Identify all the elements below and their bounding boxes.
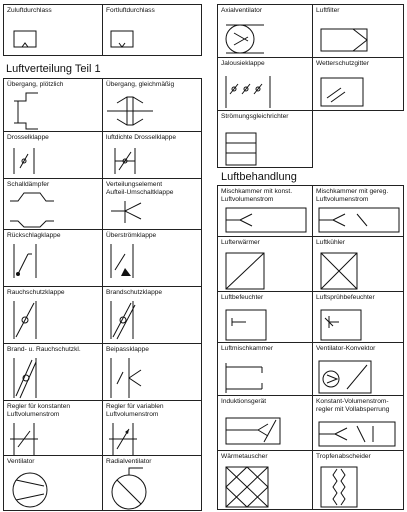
induktionsgeraet-symbol xyxy=(218,396,314,452)
beipassklappe-symbol xyxy=(103,344,203,402)
uebergang-ploetzlich-symbol xyxy=(4,79,104,133)
symbol-cell-lufterwaermer xyxy=(217,236,313,292)
luftdichte-drosselklappe-symbol xyxy=(103,132,203,180)
rueckschlagklappe-symbol xyxy=(4,230,104,288)
symbol-label: Beipassklappe xyxy=(106,346,149,353)
symbol-label: luftdichte Drosselklappe xyxy=(106,134,177,141)
symbol-cell-luftdichte-drosselklappe xyxy=(102,131,202,179)
symbol-cell-mischkammer-konst xyxy=(217,185,313,237)
symbol-label: Brandschutzklappe xyxy=(106,289,163,296)
zuluftdurchlass-symbol xyxy=(4,5,104,57)
lufterwaermer-symbol xyxy=(218,237,314,293)
symbol-label: Ventilator-Konvektor xyxy=(316,345,376,352)
symbol-label: Induktionsgerät xyxy=(221,398,267,405)
uebergang-gleichmaessig-symbol xyxy=(103,79,203,133)
symbol-label: Mischkammer mit konst. Luftvolumenstrom xyxy=(221,188,293,203)
symbol-cell-uebergang-ploetzlich xyxy=(3,78,103,132)
symbol-cell-ventilator xyxy=(3,455,103,511)
symbol-label: Luftmischkammer xyxy=(221,345,274,352)
symbol-label: Regler für variablen Luftvolumenstrom xyxy=(106,403,164,418)
symbol-label: Übergang, plötzlich xyxy=(7,81,64,88)
symbol-cell-brand-rauchschutzklappe xyxy=(3,343,103,401)
symbol-label: Jalousieklappe xyxy=(221,60,265,67)
konstant-volumenstromregler-symbol xyxy=(313,396,405,452)
symbol-label: Tropfenabscheider xyxy=(316,453,371,460)
heading-luftbehandlung: Luftbehandlung xyxy=(221,171,297,183)
symbol-label: Rückschlagklappe xyxy=(7,232,61,239)
symbol-label: Luftsprühbefeuchter xyxy=(316,294,375,301)
symbol-cell-mischkammer-gereg xyxy=(312,185,404,237)
symbol-cell-jalousieklappe xyxy=(217,57,313,111)
symbol-label: Lufterwärmer xyxy=(221,239,260,246)
symbol-cell-luftmischkammer xyxy=(217,342,313,396)
symbol-label: Regler für konstanten Luftvolumenstrom xyxy=(7,403,71,418)
luftfilter-symbol xyxy=(313,5,405,59)
rauchschutzklappe-symbol xyxy=(4,287,104,345)
symbol-label: Strömungsgleichrichter xyxy=(221,113,289,120)
symbol-cell-ueberstroemklappe xyxy=(102,229,202,287)
symbol-cell-schalldaempfer xyxy=(3,178,103,230)
symbol-cell-luftbefeuchter xyxy=(217,291,313,343)
axialventilator-symbol xyxy=(218,5,314,59)
symbol-cell-induktionsgeraet xyxy=(217,395,313,451)
symbol-label: Radialventilator xyxy=(106,458,152,465)
symbol-cell-beipassklappe xyxy=(102,343,202,401)
symbol-cell-luftkuehler xyxy=(312,236,404,292)
symbol-label: Luftfilter xyxy=(316,7,340,14)
symbol-cell-verteilungselement xyxy=(102,178,202,230)
symbol-cell-stroemungsgleichrichter xyxy=(217,110,313,168)
symbol-cell-luftfilter xyxy=(312,4,404,58)
brandschutzklappe-symbol xyxy=(103,287,203,345)
symbol-label: Brand- u. Rauchschutzkl. xyxy=(7,346,81,353)
symbol-label: Übergang, gleichmäßig xyxy=(106,81,175,88)
mischkammer-gereg-symbol xyxy=(313,186,405,238)
symbol-label: Verteilungselement Aufteil-Umschaltklappe xyxy=(106,181,174,196)
symbol-label: Zuluftdurchlass xyxy=(7,7,52,14)
symbol-cell-regler-konstant xyxy=(3,400,103,456)
symbol-label: Luftkühler xyxy=(316,239,345,246)
luftbefeuchter-symbol xyxy=(218,292,314,344)
ventilator-konvektor-symbol xyxy=(313,343,405,397)
symbol-label: Luftbefeuchter xyxy=(221,294,264,301)
symbol-cell-uebergang-gleichmaessig xyxy=(102,78,202,132)
symbol-label: Wetterschutzgitter xyxy=(316,60,370,67)
ventilator-symbol xyxy=(4,456,104,512)
radialventilator-symbol xyxy=(103,456,203,512)
symbol-label: Axialventilator xyxy=(221,7,263,14)
symbol-cell-brandschutzklappe xyxy=(102,286,202,344)
stroemungsgleichrichter-symbol xyxy=(218,111,314,169)
heading-luftverteilung: Luftverteilung Teil 1 xyxy=(6,63,101,75)
symbol-cell-regler-variabel xyxy=(102,400,202,456)
mischkammer-konst-symbol xyxy=(218,186,314,238)
regler-konstant-symbol xyxy=(4,401,104,457)
symbol-cell-luftspruehbefeuchter xyxy=(312,291,404,343)
symbol-label: Wärmetauscher xyxy=(221,453,268,460)
symbol-cell-ventilator-konvektor xyxy=(312,342,404,396)
luftmischkammer-symbol xyxy=(218,343,314,397)
symbol-cell-fortluftdurchlass xyxy=(102,4,202,56)
verteilungselement-symbol xyxy=(103,179,203,231)
schalldaempfer-symbol xyxy=(4,179,104,231)
fortluftdurchlass-symbol xyxy=(103,5,203,57)
brand-rauchschutzklappe-symbol xyxy=(4,344,104,402)
luftspruehbefeuchter-symbol xyxy=(313,292,405,344)
symbol-label: Schalldämpfer xyxy=(7,181,50,188)
symbol-label: Fortluftdurchlass xyxy=(106,7,155,14)
jalousieklappe-symbol xyxy=(218,58,314,112)
symbol-cell-konstant-volumenstromregler xyxy=(312,395,404,451)
wetterschutzgitter-symbol xyxy=(313,58,405,112)
symbol-label: Rauchschutzklappe xyxy=(7,289,65,296)
symbol-label: Konstant-Volumenstrom- regler mit Vollabsperrung xyxy=(316,398,390,413)
symbol-cell-radialventilator xyxy=(102,455,202,511)
symbol-cell-wetterschutzgitter xyxy=(312,57,404,111)
luftkuehler-symbol xyxy=(313,237,405,293)
symbol-label: Ventilator xyxy=(7,458,35,465)
drosselklappe-symbol xyxy=(4,132,104,180)
symbol-cell-drosselklappe xyxy=(3,131,103,179)
symbol-cell-rauchschutzklappe xyxy=(3,286,103,344)
symbol-cell-rueckschlagklappe xyxy=(3,229,103,287)
symbol-cell-zuluftdurchlass xyxy=(3,4,103,56)
tropfenabscheider-symbol xyxy=(313,451,405,511)
regler-variabel-symbol xyxy=(103,401,203,457)
symbol-label: Überströmklappe xyxy=(106,232,157,239)
ueberstroemklappe-symbol xyxy=(103,230,203,288)
symbol-label: Mischkammer mit gereg. Luftvolumenstrom xyxy=(316,188,389,203)
symbol-cell-waermetauscher xyxy=(217,450,313,510)
symbol-cell-tropfenabscheider xyxy=(312,450,404,510)
symbol-cell-axialventilator xyxy=(217,4,313,58)
waermetauscher-symbol xyxy=(218,451,314,511)
symbol-label: Drosselklappe xyxy=(7,134,49,141)
